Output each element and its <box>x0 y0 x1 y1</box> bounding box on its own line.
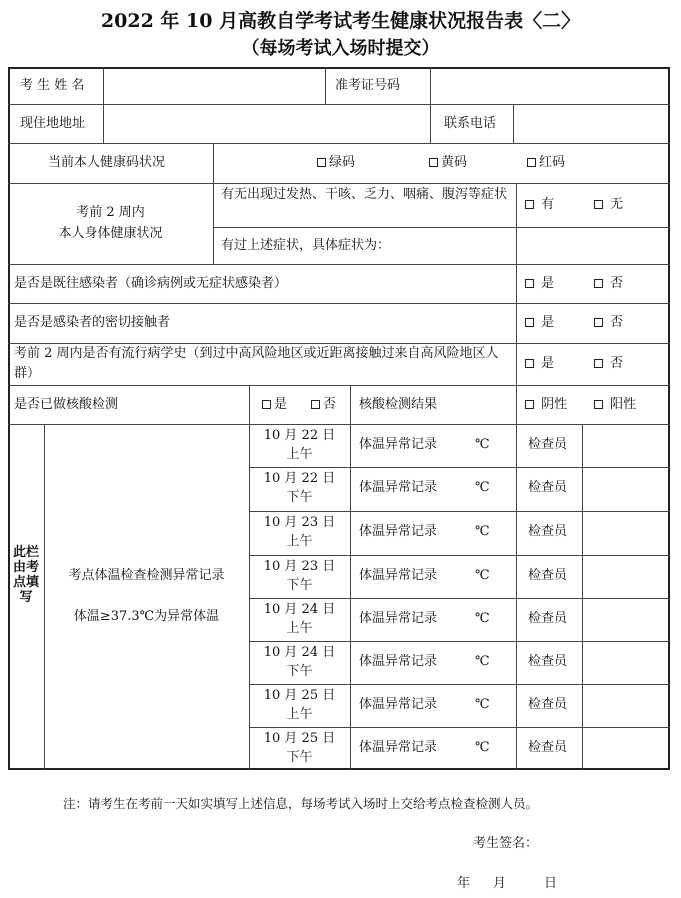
record-title: 考点体温检查检测异常记录 <box>68 568 225 583</box>
nucleic-positive[interactable]: 阳性 <box>594 395 636 415</box>
temperature-record-label: 体温异常记录 <box>359 568 438 583</box>
session-date: 10 月 22 日 <box>263 471 336 486</box>
checkbox-icon <box>594 359 603 368</box>
session-period: 下午 <box>286 490 313 505</box>
name-label: 考 生 姓 名 <box>20 78 85 93</box>
session-date: 10 月 24 日 <box>263 645 336 660</box>
date-month: 月 <box>493 876 507 891</box>
question-infected-yes[interactable]: 是 <box>525 274 554 294</box>
temperature-record-label: 体温异常记录 <box>359 654 438 669</box>
checkbox-icon <box>262 400 271 409</box>
question-close-contact: 是否是感染者的密切接触者 <box>14 315 171 330</box>
temperature-unit: ℃ <box>475 611 490 626</box>
inspector-label: 检查员 <box>528 740 568 755</box>
session-date: 10 月 23 日 <box>263 515 336 530</box>
phone-label: 联系电话 <box>444 116 497 131</box>
session-period: 上午 <box>286 621 313 636</box>
session-date: 10 月 23 日 <box>263 559 336 574</box>
temperature-record-label: 体温异常记录 <box>359 611 438 626</box>
temperature-record-label: 体温异常记录 <box>359 524 438 539</box>
health-code-green[interactable]: 绿码 <box>317 153 355 173</box>
admission-number-label: 准考证号码 <box>335 78 401 93</box>
health-code-yellow[interactable]: 黄码 <box>429 153 467 173</box>
address-label: 现住地地址 <box>20 116 86 131</box>
symptom-yes[interactable]: 有 <box>525 195 554 215</box>
checkbox-icon <box>594 318 603 327</box>
checkbox-icon <box>594 400 603 409</box>
checkbox-icon <box>525 400 534 409</box>
checkbox-icon <box>525 200 534 209</box>
nucleic-test-no[interactable]: 否 <box>311 395 336 415</box>
inspector-label: 检查员 <box>528 524 568 539</box>
inspector-label: 检查员 <box>528 654 568 669</box>
question-infected: 是否是既往感染者（确诊病例或无症状感染者） <box>14 276 288 291</box>
temperature-unit: ℃ <box>475 697 490 712</box>
session-period: 上午 <box>286 707 313 722</box>
nucleic-result-label: 核酸检测结果 <box>359 397 438 412</box>
health-code-label: 当前本人健康码状况 <box>48 155 166 170</box>
checkbox-icon <box>525 359 534 368</box>
temperature-unit: ℃ <box>475 740 490 755</box>
checkbox-icon <box>525 318 534 327</box>
session-period: 下午 <box>286 750 313 765</box>
checkbox-icon <box>527 158 536 167</box>
inspector-label: 检查员 <box>528 611 568 626</box>
session-date: 10 月 24 日 <box>263 602 336 617</box>
nucleic-negative[interactable]: 阴性 <box>525 395 567 415</box>
question-close-contact-no[interactable]: 否 <box>594 313 623 333</box>
temperature-unit: ℃ <box>475 437 490 452</box>
form-title: 2022 年 10 月高教自学考试考生健康状况报告表〈二〉 <box>100 10 581 32</box>
session-date: 10 月 25 日 <box>263 731 336 746</box>
checkbox-icon <box>317 158 326 167</box>
question-epidemiology-no[interactable]: 否 <box>594 354 623 374</box>
body-status-label-2: 本人身体健康状况 <box>58 226 163 241</box>
inspector-label: 检查员 <box>528 697 568 712</box>
session-period: 下午 <box>286 578 313 593</box>
session-date: 10 月 25 日 <box>263 688 336 703</box>
checkbox-icon <box>525 279 534 288</box>
question-infected-no[interactable]: 否 <box>594 274 623 294</box>
session-period: 下午 <box>286 664 313 679</box>
checkbox-icon <box>429 158 438 167</box>
temperature-unit: ℃ <box>475 524 490 539</box>
temperature-record-label: 体温异常记录 <box>359 697 438 712</box>
inspector-label: 检查员 <box>528 568 568 583</box>
nucleic-test-label: 是否已做核酸检测 <box>14 397 119 412</box>
health-code-red[interactable]: 红码 <box>527 153 565 173</box>
symptom-no[interactable]: 无 <box>594 195 623 215</box>
checkbox-icon <box>594 200 603 209</box>
checkbox-icon <box>311 400 320 409</box>
question-epidemiology-yes[interactable]: 是 <box>525 354 554 374</box>
inspector-label: 检查员 <box>528 437 568 452</box>
date-year: 年 <box>457 876 471 891</box>
exam-site-vertical-label: 此栏由考点填写 <box>12 545 39 605</box>
temperature-threshold: 体温≥37.3℃为异常体温 <box>73 609 220 624</box>
nucleic-test-yes[interactable]: 是 <box>262 395 287 415</box>
temperature-record-label: 体温异常记录 <box>359 480 438 495</box>
session-period: 上午 <box>286 447 313 462</box>
date-day: 日 <box>544 876 558 891</box>
symptom-detail-label: 有过上述症状，具体症状为： <box>221 238 391 253</box>
temperature-unit: ℃ <box>475 568 490 583</box>
question-close-contact-yes[interactable]: 是 <box>525 313 554 333</box>
inspector-label: 检查员 <box>528 480 568 495</box>
temperature-unit: ℃ <box>475 480 490 495</box>
question-epidemiology: 考前 2 周内是否有流行病学史（到过中高风险地区或近距离接触过来自高风险地区人群） <box>14 346 499 381</box>
session-period: 上午 <box>286 534 313 549</box>
signature-label: 考生签名： <box>473 836 539 851</box>
temperature-record-label: 体温异常记录 <box>359 437 438 452</box>
form-subtitle: （每场考试入场时提交） <box>241 38 440 59</box>
checkbox-icon <box>594 279 603 288</box>
body-status-label-1: 考前 2 周内 <box>76 205 145 220</box>
session-date: 10 月 22 日 <box>263 428 336 443</box>
temperature-record-label: 体温异常记录 <box>359 740 438 755</box>
symptom-question: 有无出现过发热、干咳、乏力、咽痛、腹泻等症状 <box>221 187 508 202</box>
footer-note: 注：请考生在考前一天如实填写上述信息，每场考试入场时上交给考点检查检测人员。 <box>63 796 539 811</box>
temperature-unit: ℃ <box>475 654 490 669</box>
